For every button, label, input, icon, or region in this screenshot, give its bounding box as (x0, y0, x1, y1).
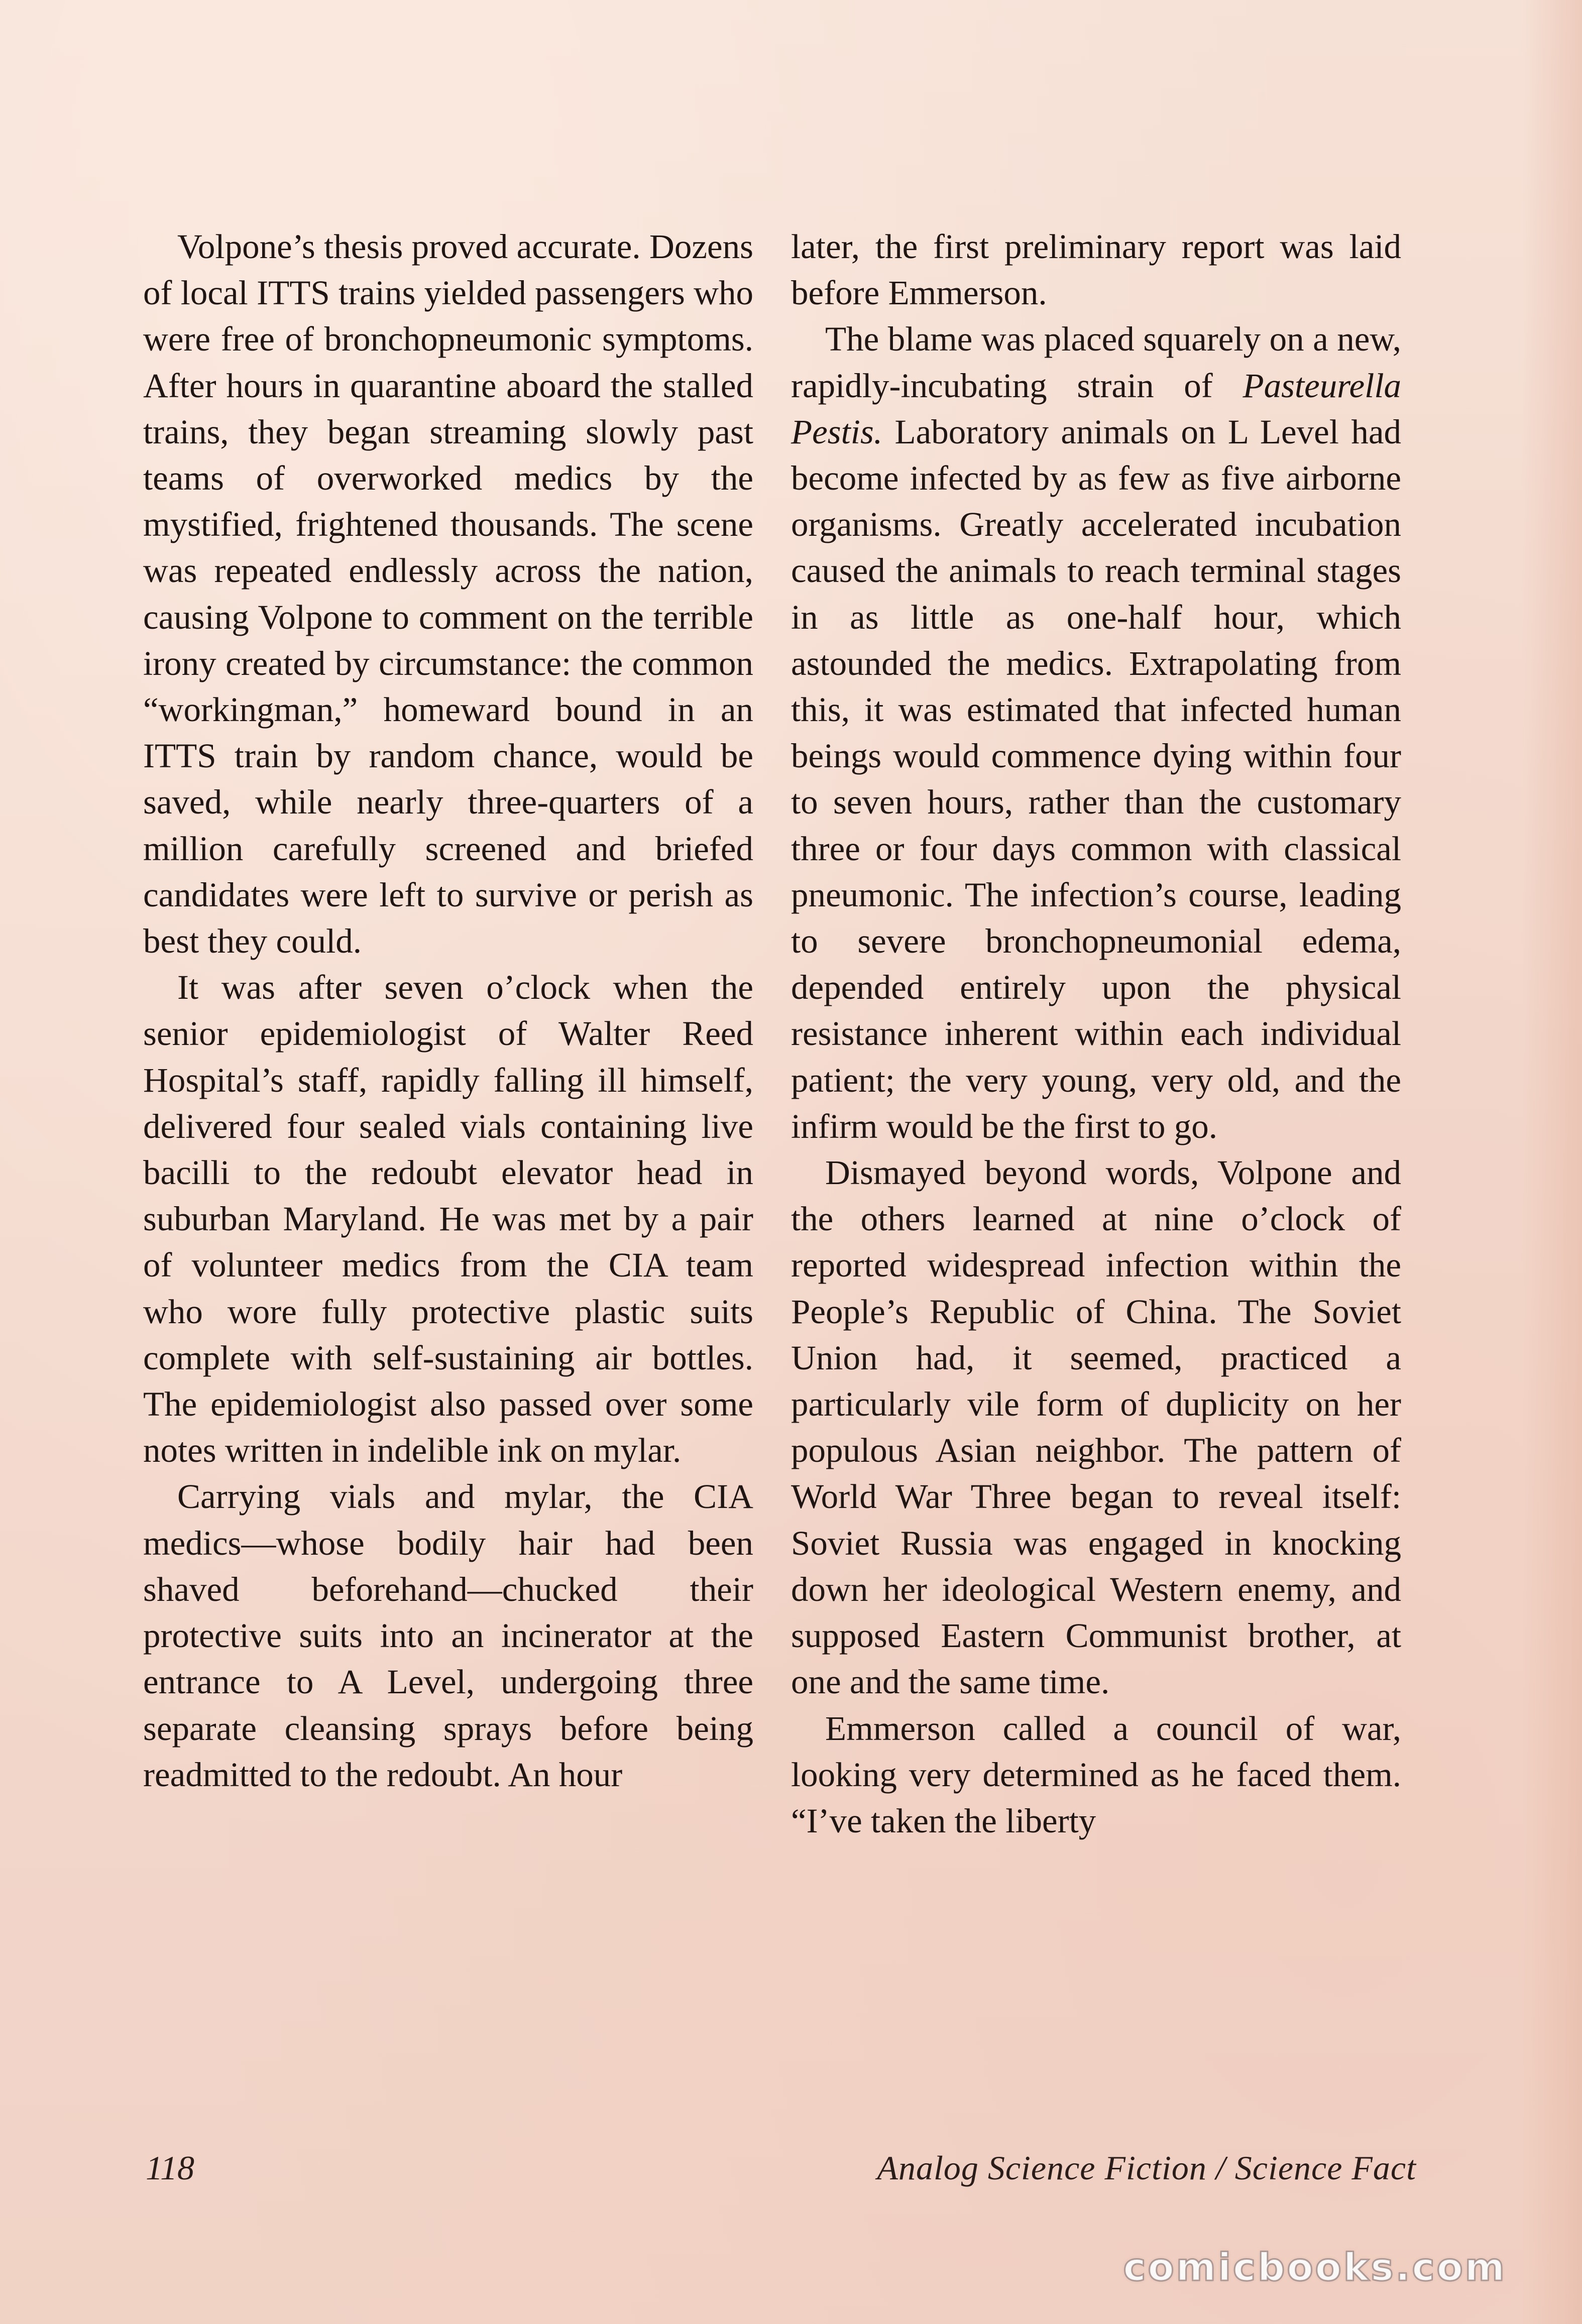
blame-text-before: The blame was placed squarely on a new, rapidly-incubating strain of (791, 320, 1401, 405)
page-shading (1522, 0, 1582, 2324)
paragraph-cia-medics: Carrying vials and mylar, the CIA medics—whose bodily hair had been shaved beforehand—chucked their protective suits into an incinerator at the entrance to A Level, undergoing three separate cleansing sprays before being readmitted to the redoubt. An hour (143, 1477, 753, 1794)
watermark: comicbooks.com (1123, 2245, 1507, 2289)
paragraph-epidemiologist: It was after seven o’clock when the senior epidemiologist of Walter Reed Hospital’s staff, rapidly falling ill himself, delivered four sealed vials containing live bacilli to the redoubt elevator head in suburban Maryland. He was met by a pair of volunteer medics from the CIA team who wore fully protective plastic suits complete with self-sustaining air bottles. The epidemiologist also passed over some notes written in indelible ink on mylar. (143, 968, 753, 1470)
paragraph-blame (791, 316, 1401, 1149)
left-column (143, 223, 753, 1798)
paragraph-dismayed: Dismayed beyond words, Volpone and the others learned at nine o’clock of reported widespread infection within the People’s Republic of China. The Soviet Union had, it seemed, practiced a particularly vile form of duplicity on her populous Asian neighbor. The pattern of World War Three began to reveal itself: Soviet Russia was engaged in knocking down her ideological Western enemy, and supposed Eastern Communist brother, at one and the same time. (791, 1153, 1401, 1701)
species-name: Pasteurella Pestis. (791, 366, 1401, 451)
page-number: 118 (146, 2149, 194, 2187)
paragraph-continuation: later, the first preliminary report was laid before Emmerson. (791, 227, 1401, 312)
magazine-title: Analog Science Fiction / Science Fact (877, 2149, 1416, 2187)
paragraph-volpone-thesis: Volpone’s thesis proved accurate. Dozens of local ITTS trains yielded passengers who were free of bronchopneumonic symptoms. After hours in quarantine aboard the stalled trains, they began streaming slowly past teams of overworked medics by the mystified, frightened thousands. The scene was repeated endlessly across the nation, causing Volpone to comment on the terrible irony created by circumstance: the common “workingman,” homeward bound in an ITTS train by random chance, would be saved, while nearly three-quarters of a million carefully screened and briefed candidates were left to survive or perish as best they could. (143, 227, 753, 961)
blame-text-after: Laboratory animals on L Level had become infected by as few as five airborne organisms. Greatly accelerated incubation caused the animals to reach terminal stages in as little as one-half hour, which astounded the medics. Extrapolating from this, it was estimated that infected human beings would commence dying within four to seven hours, rather than the customary three or four days common with classical pneumonic. The infection’s course, leading to severe bronchopneumonial edema, depended entirely upon the physical resistance inherent within each individual patient; the very young, very old, and the infirm would be the first to go. (791, 412, 1401, 1145)
paragraph-emmerson: Emmerson called a council of war, looking very determined as he faced them. “I’ve taken the liberty (791, 1709, 1401, 1840)
right-column (791, 223, 1401, 1844)
